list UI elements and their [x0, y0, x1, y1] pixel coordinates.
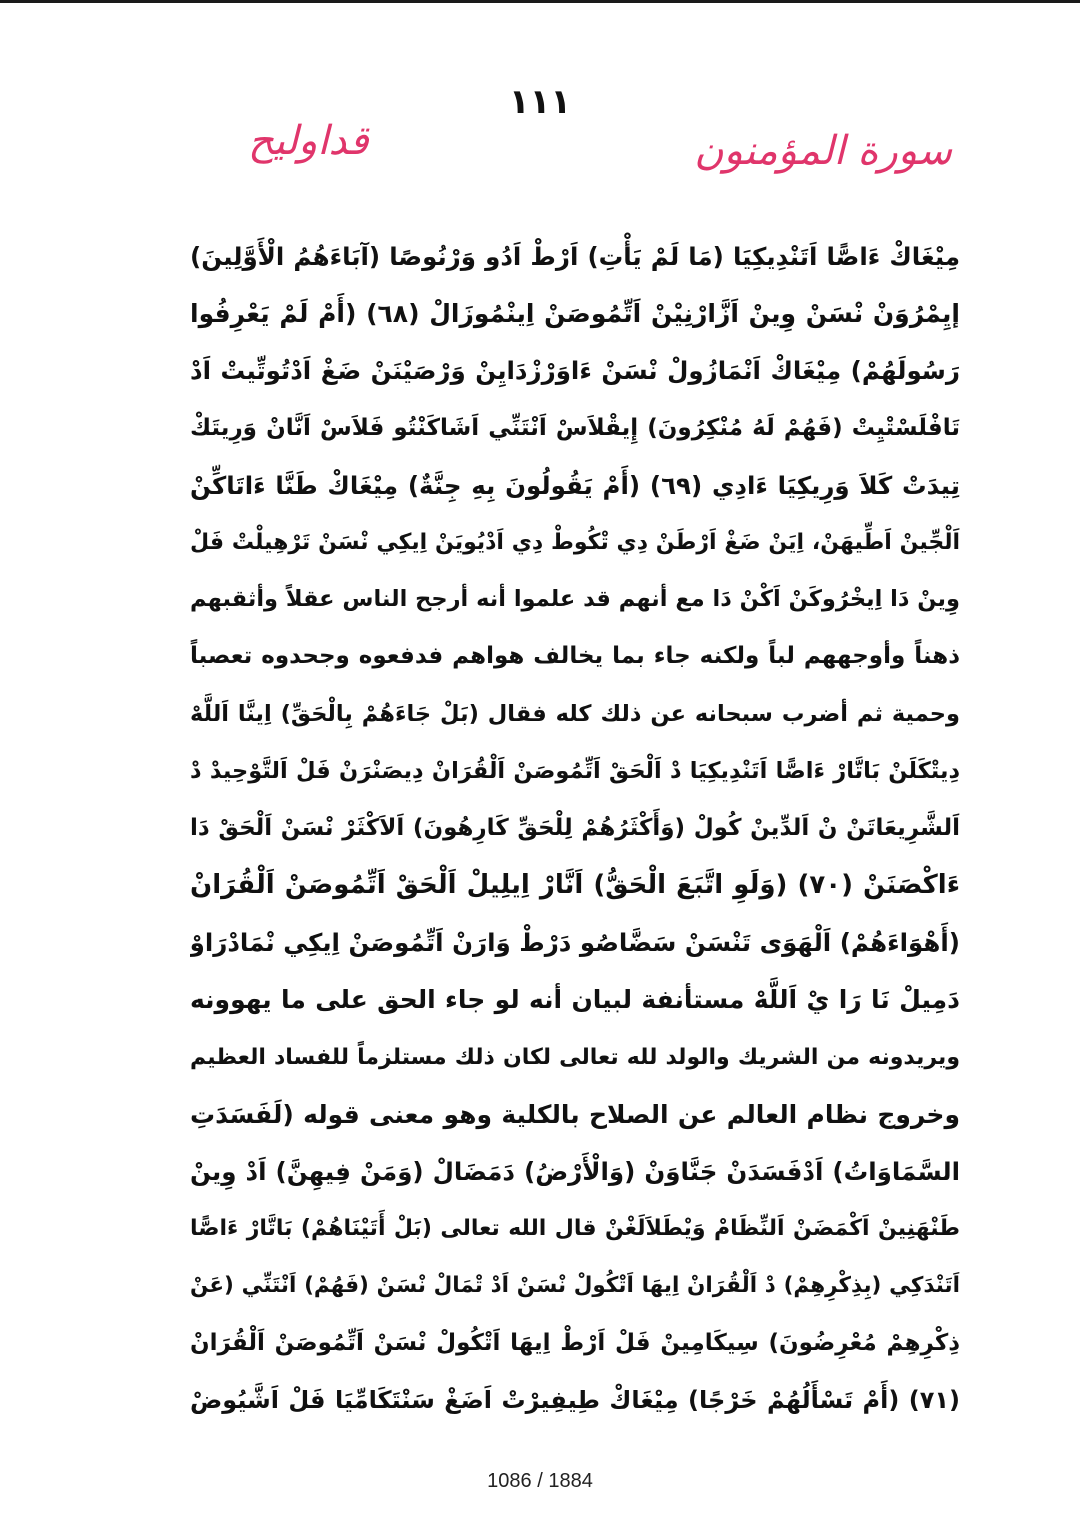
- text-line: (أَهْوَاءَهُمْ) اَلْهَوَى تَنْسَنْ سَضَّاصُو دَرْطْ وَارَنْ اَتِّمُوصَنْ اِيكِي نْمَادْرَاوْ: [190, 928, 960, 958]
- text-line: مِيْغَاكْ ءَاصًّا اَتَنْدِيكِيَا (مَا لَمْ يَأْتِ) اَرْطْ اَدُو وَرْنُوصًا (آبَاءَهُمُ الْأَوَّلِينَ): [190, 242, 960, 271]
- text-line: وحمية ثم أضرب سبحانه عن ذلك كله فقال (بَلْ جَاءَهُمْ بِالْحَقِّ) اِينَّا اَللَّهْ: [190, 700, 960, 727]
- text-line: ذهناً وأوجههم لباً ولكنه جاء بما يخالف هواهم فدفعوه وجحدوه تعصباً: [190, 643, 960, 670]
- text-line: ذِكْرِهِمْ مُعْرِضُونَ) سِيكَامِينْ فَلْ اَرْطْ اِيهَا اَتْكُولْ نْسَنْ اَتِّمُوصَنْ اَلْقُرَانْ: [190, 1329, 960, 1356]
- text-line: اَلشَّرِيعَاتَنْ نْ اَلدِّينْ كُولْ (وَأَكْثَرُهُمْ لِلْحَقِّ كَارِهُونَ) اَلاَكْثَرْ نْسَنْ اَلْحَقْ دَا: [190, 814, 960, 841]
- text-line: تِيدَتْ كَلاَ وَرِيكِيَا ءَادِي (٦٩) (أَمْ يَقُولُونَ بِهِ جِنَّةٌ) مِيْغَاكْ طَنَّا ءَاتَاكِّنْ: [190, 470, 960, 500]
- surah-note-handwritten: سورة المؤمنون: [694, 128, 952, 174]
- text-line: تَافْلَسْتْيِتْ (فَهُمْ لَهُ مُنْكِرُونَ) إِيقْلاَسْ اَنْتَنِّي اَشَاكَنْتُو فَلاَسْ اَنَّانْ وَرِيتَكْ: [190, 414, 960, 441]
- text-line: دَمِيلْ نَا رَا يْ اَللَّهْ مستأنفة لبيان أنه لو جاء الحق على ما يهوونه: [190, 985, 960, 1015]
- text-line: (٧١) (أَمْ تَسْأَلُهُمْ خَرْجًا) مِيْغَاكْ طِيفِيرْتْ اَضَغْ سَنْتَكَامِّيَا فَلْ اَشَّيُوضْ: [190, 1385, 960, 1414]
- scan-top-edge: [0, 0, 1080, 3]
- page-counter: 1086 / 1884: [487, 1470, 593, 1492]
- text-line: اَلْجِّينْ اَطِّيهَنْ، اِيَنْ ضَغْ اَرْطَنْ دِي تْكُوطْ دِي اَدْيُويَنْ اِيكِي نْسَنْ تَرْهِيلْتْ فَلْ: [190, 529, 960, 555]
- text-line: السَّمَاوَاتُ) اَدْفَسَدَنْ جَنَّاوَنْ (وَالْأَرْضُ) دَمَضَالْ (وَمَنْ فِيهِنَّ) اَدْ وِينْ: [190, 1157, 960, 1186]
- text-line: وخروج نظام العالم عن الصلاح بالكلية وهو معنى قوله (لَفَسَدَتِ: [190, 1099, 960, 1129]
- page-number: ١١١: [508, 82, 572, 122]
- page-body-text: [190, 228, 960, 1429]
- text-line: اَتَنْدَكِي (بِذِكْرِهِمْ) دْ اَلْقُرَانْ اِيهَا اَتْكُولْ نْسَنْ اَدْ تْمَالْ نْسَنْ (فَهُمْ) اَنْتَنِّي (عَنْ: [190, 1273, 960, 1299]
- text-line: طَنْهَنِينْ اَكْمَضَنْ اَلنِّظَامْ وَيْطَلاَلَغْنْ قال الله تعالى (بَلْ أَتَيْنَاهُمْ) بَاتَّارْ ءَاصًّا: [190, 1216, 960, 1242]
- text-line: رَسُولَهُمْ) مِيْغَاكْ اَنْمَازُولْ نْسَنْ ءَاوَرْزْدَايِنْ وَرْصَيْنَنْ ضَغْ اَدْتُوتِّيتْ اَدْ: [190, 356, 960, 386]
- text-line: إيِمْرُوَنْ نْسَنْ وِينْ اَزَّارْنِيْنْ اَتِّمُوصَنْ اِينْمُوزَالْ (٦٨) (أَمْ لَمْ يَعْرِفُوا: [190, 299, 960, 329]
- text-line: دِيتْكَلَنْ بَاتَّارْ ءَاصًّا اَتَنْدِيكِيَا دْ اَلْحَقْ اَتِّمُوصَنْ اَلْقُرَانْ دِيصَنْرَنْ فَلْ اَلتَّوْحِيدْ دْ: [190, 757, 960, 784]
- text-line: ويريدونه من الشريك والولد لله تعالى لكان ذلك مستلزماً للفساد العظيم: [190, 1044, 960, 1070]
- text-line: ءَاكْصَنَنْ (٧٠) (وَلَوِ اتَّبَعَ الْحَقُّ) اَنَّارْ اِيلِيلْ اَلْحَقْ اَتِّمُوصَنْ اَلْقُرَانْ: [190, 870, 960, 901]
- text-line: وِينْ دَا اِيخْرُوكَنْ اَكْنْ دَا مع أنهم قد علموا أنه أرجح الناس عقلاً وأثقبهم: [190, 586, 960, 613]
- margin-note-handwritten: قداوليح: [248, 118, 369, 164]
